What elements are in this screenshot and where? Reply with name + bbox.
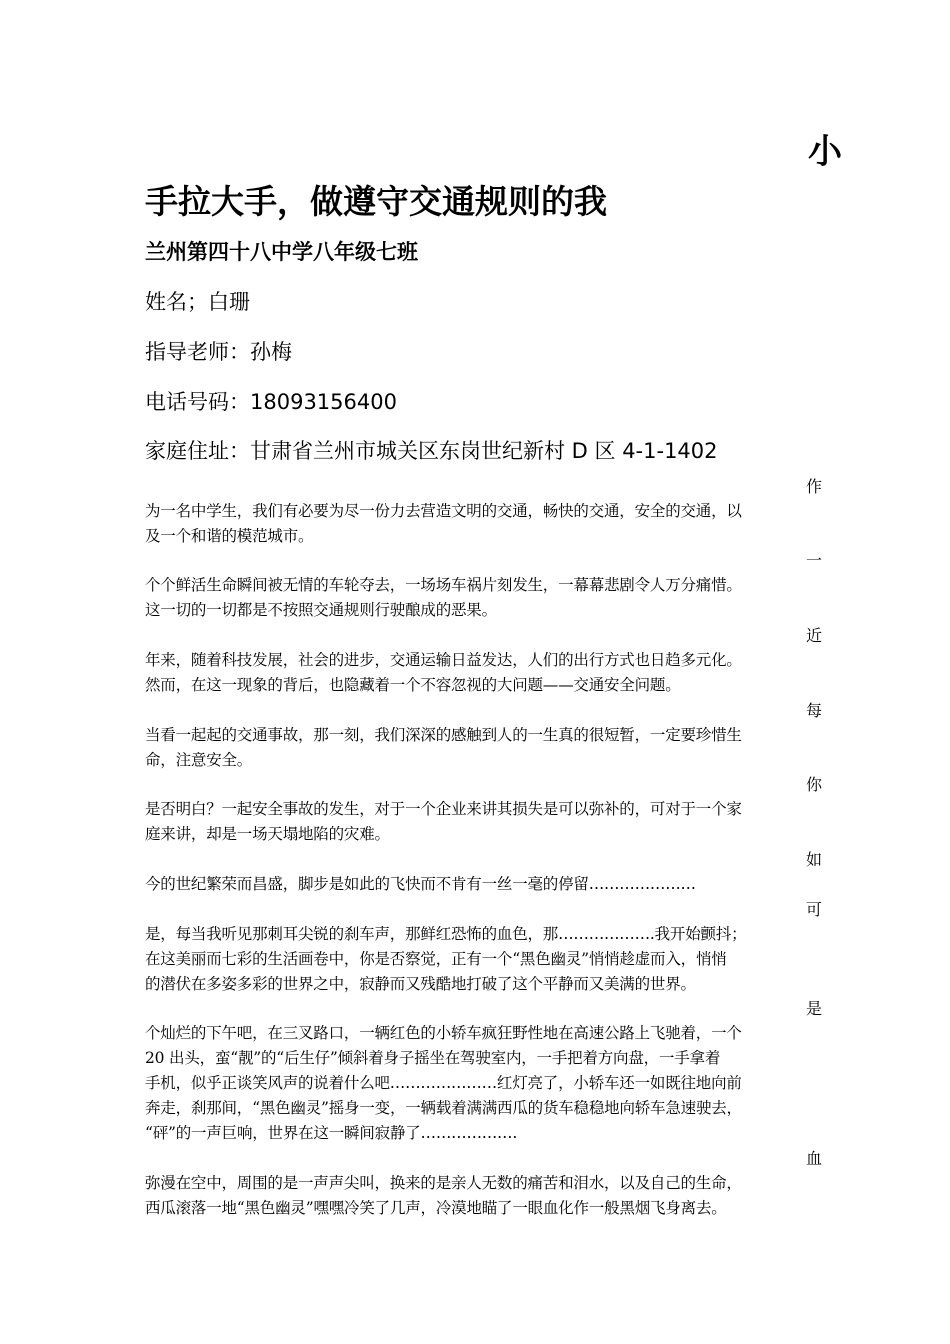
paragraph: 是，每当我听见那刺耳尖锐的刹车声，那鲜红恐怖的血色，那……………….我开始颤抖； 在这美丽而七彩的生活画卷中，你是否察觉，正有一个“黑色幽灵”悄悄趁虚而入，悄悄 的潜伏在多姿多彩的世界之中，寂静而又残酷地打破了这个平静而又美满的世界。 bbox=[145, 925, 747, 993]
paragraph-first-char: 近 bbox=[806, 626, 823, 645]
school-line: 兰州第四十八中学八年级七班 bbox=[145, 240, 418, 264]
paragraph: 个灿烂的下午吧，在三叉路口，一辆红色的小轿车疯狂野性地在高速公路上飞驰着，一个 20 出头，蛮“靓”的“后生仔”倾斜着身子摇坐在驾驶室内，一手把着方向盘，一手拿着 手机，似乎正谈笑风声的说着什么吧…………………红灯亮了，小轿车还一如既往地向前 奔走，刹那间，“黑色幽灵”摇身一变，一辆载着满满西瓜的货车稳稳地向轿车急速驶去， “砰”的一声巨响，世界在这一瞬间寂静了………………. bbox=[145, 1024, 742, 1142]
paragraph: 为一名中学生，我们有必要为尽一份力去营造文明的交通，畅快的交通，安全的交通，以 及一个和谐的模范城市。 bbox=[145, 502, 742, 545]
paragraph-first-char: 血 bbox=[806, 1149, 823, 1168]
heading-fragment: 小 bbox=[808, 132, 842, 172]
paragraph: 个个鲜活生命瞬间被无情的车轮夺去，一场场车祸片刻发生，一幕幕悲剧令人万分痛惜。 这一切的一切都是不按照交通规则行驶酿成的恶果。 bbox=[145, 576, 742, 619]
teacher-name: 指导老师：孙梅 bbox=[145, 340, 292, 364]
paragraph-first-char: 如 bbox=[806, 850, 823, 869]
author-name: 姓名；白珊 bbox=[145, 290, 250, 314]
paragraph-first-char: 可 bbox=[806, 900, 823, 919]
paragraph: 当看一起起的交通事故，那一刻，我们深深的感触到人的一生真的很短暂，一定要珍惜生 命，注意安全。 bbox=[145, 726, 742, 769]
paragraph-first-char: 你 bbox=[806, 775, 823, 794]
home-address: 家庭住址：甘肃省兰州市城关区东岗世纪新村 D 区 4-1-1402 bbox=[145, 439, 718, 463]
paragraph: 今的世纪繁荣而昌盛，脚步是如此的飞快而不肯有一丝一毫的停留………………… bbox=[145, 875, 696, 893]
paragraph-first-char: 作 bbox=[806, 477, 823, 496]
paragraph-first-char: 每 bbox=[806, 701, 823, 720]
paragraph-first-char: 一 bbox=[806, 551, 823, 570]
page-title: 手拉大手，做遵守交通规则的我 bbox=[145, 182, 607, 221]
paragraph: 年来，随着科技发展，社会的进步，交通运输日益发达，人们的出行方式也日趋多元化。 然而，在这一现象的背后，也隐藏着一个不容忽视的大问题——交通安全问题。 bbox=[145, 651, 742, 694]
phone-number: 电话号码：18093156400 bbox=[145, 390, 397, 414]
paragraph: 弥漫在空中，周围的是一声声尖叫，换来的是亲人无数的痛苦和泪水，以及自己的生命， 西瓜滚落一地“黑色幽灵”嘿嘿冷笑了几声，冷漠地瞄了一眼血化作一般黑烟飞身离去。 bbox=[145, 1174, 742, 1217]
paragraph-first-char: 是 bbox=[806, 999, 823, 1018]
paragraph: 是否明白？一起安全事故的发生，对于一个企业来讲其损失是可以弥补的，可对于一个家 庭来讲，却是一场天塌地陷的灾难。 bbox=[145, 800, 742, 843]
